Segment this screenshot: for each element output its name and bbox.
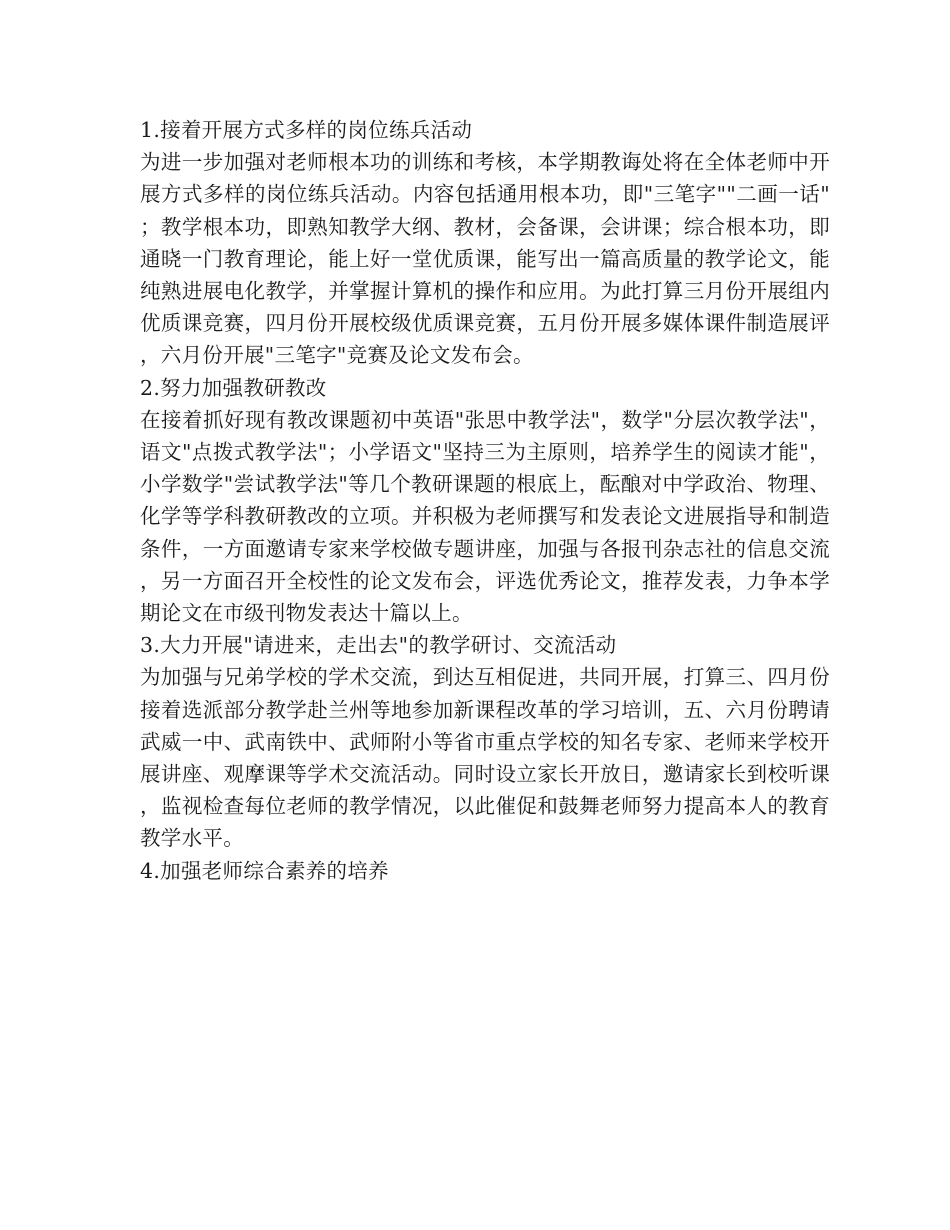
section-heading-3: 3.大力开展"请进来，走出去"的教学研讨、交流活动 (140, 633, 617, 658)
section-heading-1: 1.接着开展方式多样的岗位练兵活动 (140, 118, 473, 142)
section-paragraph-2: 在接着抓好现有教改课题初中英语"张思中教学法"，数学"分层次教学法"，语文"点拨式教学法"；小学语文"坚持三为主原则，培养学生的阅读才能"，小学数学"尝试教学法"等几个教研课题的根底上，酝酿对中学政治、物理、化学等学科教研教改的立项。并积极为老师撰写和发表论文进展指导和制造条件，一方面邀请专家来学校做专题讲座，加强与各报刊杂志社的信息交流，另一方面召开全校性的论文发布会，评选优秀论文，推荐发表，力争本学期论文在市级刊物发表达十篇以上。 (140, 407, 830, 626)
section-paragraph-3: 为加强与兄弟学校的学术交流，到达互相促进，共同开展，打算三、四月份接着选派部分教学赴兰州等地参加新课程改革的学习培训，五、六月份聘请武威一中、武南铁中、武师附小等省市重点学校的知名专家、老师来学校开展讲座、观摩课等学术交流活动。同时设立家长开放日，邀请家长到校听课，监视检查每位老师的教学情况，以此催促和鼓舞老师努力提高本人的教育教学水平。 (140, 665, 830, 851)
section-heading-4: 4.加强老师综合素养的培养 (140, 858, 389, 883)
section-heading-2: 2.努力加强教研教改 (140, 375, 327, 400)
section-paragraph-1: 为进一步加强对老师根本功的训练和考核，本学期教诲处将在全体老师中开展方式多样的岗位练兵活动。内容包括通用根本功，即"三笔字""二画一话"；教学根本功，即熟知教学大纲、教材，会备课，会讲课；综合根本功，即通晓一门教育理论，能上好一堂优质课，能写出一篇高质量的教学论文，能纯熟进展电化教学，并掌握计算机的操作和应用。为此打算三月份开展组内优质课竞赛，四月份开展校级优质课竞赛，五月份开展多媒体课件制造展评，六月份开展"三笔字"竞赛及论文发布会。 (140, 150, 830, 368)
document-body (140, 114, 830, 887)
